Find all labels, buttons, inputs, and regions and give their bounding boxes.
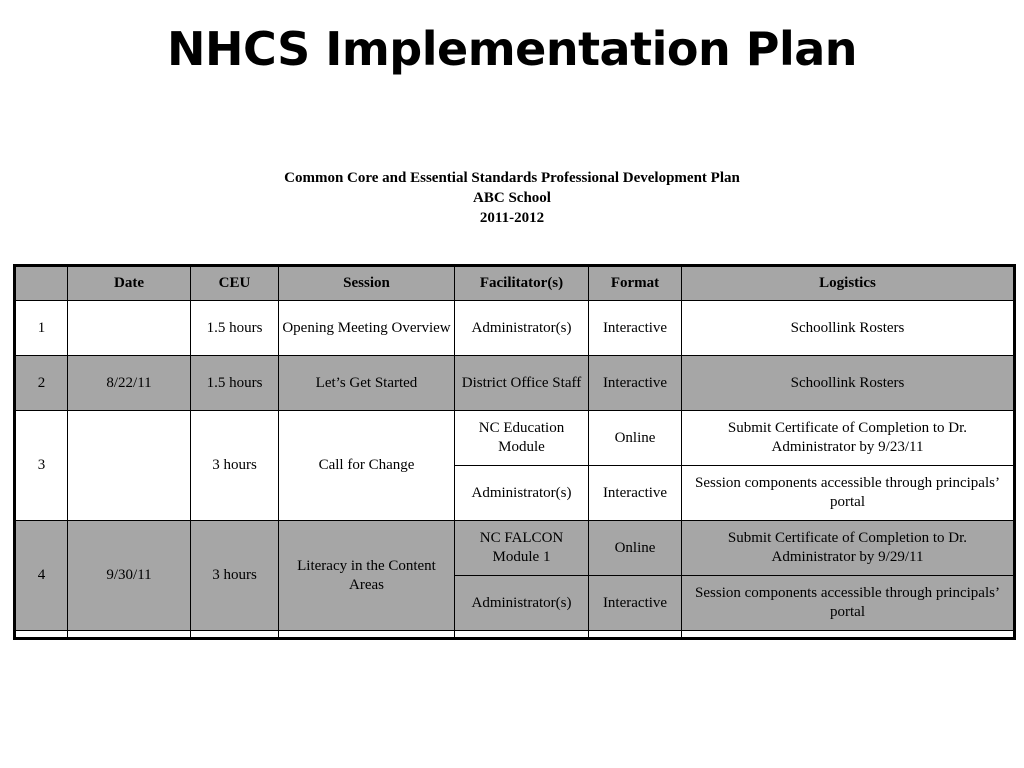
cutoff-cell (68, 631, 191, 639)
row-session: Opening Meeting Overview (279, 301, 455, 356)
row-number: 4 (15, 521, 68, 631)
header-cell-logistics: Logistics (682, 266, 1015, 301)
row-date: 9/30/11 (68, 521, 191, 631)
table-row (15, 301, 1015, 356)
row-number: 1 (15, 301, 68, 356)
table-header-row (15, 266, 1015, 301)
row-date (68, 411, 191, 521)
row-date (68, 301, 191, 356)
row-format: Interactive (589, 466, 682, 521)
row-facilitator: District Office Staff (455, 356, 589, 411)
row-ceu: 1.5 hours (191, 356, 279, 411)
row-format: Interactive (589, 356, 682, 411)
row-session: Let’s Get Started (279, 356, 455, 411)
row-facilitator: Administrator(s) (455, 576, 589, 631)
table-row (15, 356, 1015, 411)
row-ceu: 1.5 hours (191, 301, 279, 356)
row-format: Online (589, 521, 682, 576)
cutoff-cell (682, 631, 1015, 639)
row-logistics: Session components accessible through principals’ portal (682, 576, 1015, 631)
header-cell-format: Format (589, 266, 682, 301)
row-number: 2 (15, 356, 68, 411)
cutoff-cell (455, 631, 589, 639)
row-date: 8/22/11 (68, 356, 191, 411)
pd-plan-table (13, 264, 1016, 640)
row-facilitator: Administrator(s) (455, 466, 589, 521)
row-session: Call for Change (279, 411, 455, 521)
school-year: 2011-2012 (479, 210, 545, 226)
cutoff-cell (589, 631, 682, 639)
table-row (15, 411, 1015, 466)
table-row-cutoff (15, 631, 1015, 639)
document-heading (0, 168, 1024, 228)
cutoff-cell (191, 631, 279, 639)
row-facilitator: NC FALCON Module 1 (455, 521, 589, 576)
row-logistics: Schoollink Rosters (682, 301, 1015, 356)
row-ceu: 3 hours (191, 411, 279, 521)
row-session: Literacy in the Content Areas (279, 521, 455, 631)
row-logistics: Submit Certificate of Completion to Dr. Administrator by 9/29/11 (682, 521, 1015, 576)
slide-title: NHCS Implementation Plan (167, 22, 857, 76)
row-number: 3 (15, 411, 68, 521)
row-logistics: Schoollink Rosters (682, 356, 1015, 411)
header-cell-facilitators: Facilitator(s) (455, 266, 589, 301)
cutoff-cell (279, 631, 455, 639)
row-facilitator: Administrator(s) (455, 301, 589, 356)
row-logistics: Submit Certificate of Completion to Dr. Administrator by 9/23/11 (682, 411, 1015, 466)
header-cell-session: Session (279, 266, 455, 301)
row-logistics: Session components accessible through principals’ portal (682, 466, 1015, 521)
header-cell-num (15, 266, 68, 301)
cutoff-cell (15, 631, 68, 639)
header-cell-date: Date (68, 266, 191, 301)
row-format: Interactive (589, 301, 682, 356)
document-title: Common Core and Essential Standards Professional Development Plan (284, 170, 740, 186)
header-cell-ceu: CEU (191, 266, 279, 301)
row-ceu: 3 hours (191, 521, 279, 631)
row-facilitator: NC Education Module (455, 411, 589, 466)
school-name: ABC School (473, 190, 551, 206)
row-format: Interactive (589, 576, 682, 631)
table-row (15, 521, 1015, 576)
row-format: Online (589, 411, 682, 466)
